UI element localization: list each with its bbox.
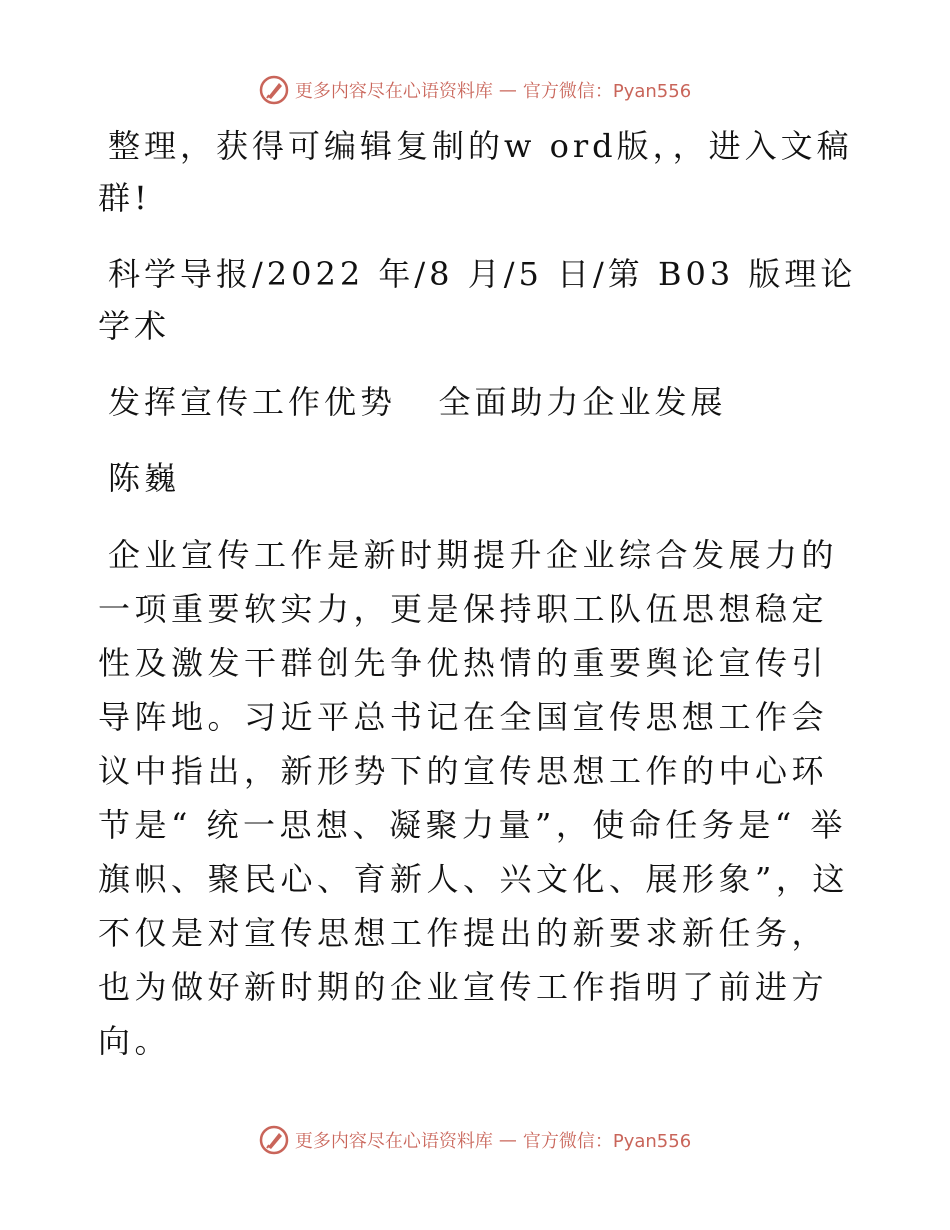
footer-banner <box>0 1120 950 1160</box>
quill-pen-logo-icon <box>259 75 289 105</box>
banner-separator: — <box>498 79 517 101</box>
quill-pen-logo-icon <box>259 1125 289 1155</box>
banner-wechat: 官方微信：Pyan556 <box>522 1131 692 1152</box>
article-title: 发挥宣传工作优势 全面助力企业发展 <box>108 383 727 421</box>
banner-text: 更多内容尽在心语资料库 <box>294 1131 493 1152</box>
article-paragraph: 企业宣传工作是新时期提升企业综合发展力的一项重要软实力，更是保持职工队伍思想稳定性及激发干群创先争优热情的重要舆论宣传引导阵地。习近平总书记在全国宣传思想工作会议中指出，新形势下的宣传思想工作的中心环节是“ 统一思想、凝聚力量”，使命任务是“ 举旗帜、聚民心、育新人、兴文化、展形象”，这不仅是对宣传思想工作提出的新要求新任务，也为做好新时期的企业宣传工作指明了前进方向。 <box>98 536 849 1060</box>
banner-separator: — <box>498 1129 517 1151</box>
document-body <box>98 120 858 1068</box>
article-author: 陈巍 <box>108 459 181 497</box>
banner-wechat: 官方微信：Pyan556 <box>522 81 692 102</box>
banner-text: 更多内容尽在心语资料库 <box>294 81 493 102</box>
intro-line: 整理，获得可编辑复制的w ord版，，进入文稿群! <box>98 127 853 217</box>
header-banner <box>0 70 950 110</box>
source-line: 科学导报/2022 年/8 月/5 日/第 B03 版理论学术 <box>98 255 857 345</box>
